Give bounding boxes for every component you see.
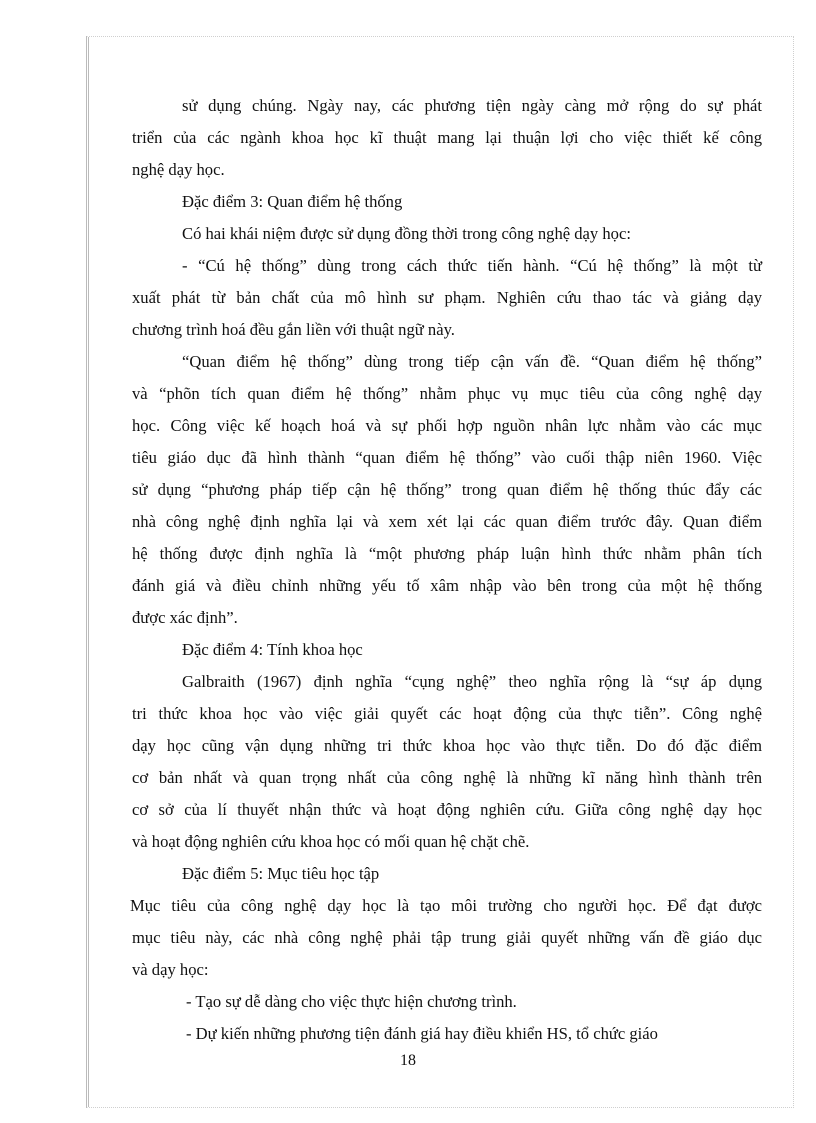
text-line: mục tiêu này, các nhà công nghệ phải tập trung giải quyết những vấn đề giáo dục (132, 928, 762, 947)
text-line: chương trình hoá đều gắn liền với thuật ngữ này. (132, 320, 455, 339)
text-line: Mục tiêu của công nghệ dạy học là tạo môi trường cho người học. Để đạt được (130, 896, 762, 915)
text-line: sử dụng chúng. Ngày nay, các phương tiện ngày càng mở rộng do sự phát (182, 96, 762, 115)
text-line: Galbraith (1967) định nghĩa “cụng nghệ” theo nghĩa rộng là “sự áp dụng (182, 672, 762, 691)
text-line: tiêu giáo dục đã hình thành “quan điểm hệ thống” vào cuối thập niên 1960. Việc (132, 448, 762, 467)
text-line: nhà công nghệ định nghĩa lại và xem xét lại các quan điểm trước đây. Quan điểm (132, 512, 762, 531)
text-line: tri thức khoa học vào việc giải quyết các hoạt động của thực tiễn”. Công nghệ (132, 704, 762, 723)
text-line: sử dụng “phương pháp tiếp cận hệ thống” trong quan điểm hệ thống thúc đẩy các (132, 480, 762, 499)
text-line: và hoạt động nghiên cứu khoa học có mối quan hệ chặt chẽ. (132, 832, 530, 851)
document-body (132, 90, 762, 1050)
page-number: 18 (400, 1052, 416, 1069)
text-line: cơ bản nhất và quan trọng nhất của công nghệ là những kĩ năng hình thành trên (132, 768, 762, 787)
list-item: - Tạo sự dễ dàng cho việc thực hiện chương trình. (186, 992, 517, 1011)
text-line: học. Công việc kế hoạch hoá và sự phối hợp nguồn nhân lực nhằm vào các mục (132, 416, 762, 435)
text-line: - “Cú hệ thống” dùng trong cách thức tiến hành. “Cú hệ thống” là một từ (182, 256, 762, 275)
text-line: triển của các ngành khoa học kĩ thuật mang lại thuận lợi cho việc thiết kế công (132, 128, 762, 147)
text-line: hệ thống được định nghĩa là “một phương pháp luận hình thức nhằm phân tích (132, 544, 762, 563)
text-line: xuất phát từ bản chất của mô hình sư phạm. Nghiên cứu thao tác và giảng dạy (132, 288, 762, 307)
text-line: và dạy học: (132, 960, 209, 979)
list-item: - Dự kiến những phương tiện đánh giá hay điều khiển HS, tổ chức giáo (186, 1024, 658, 1043)
section-heading: Đặc điểm 4: Tính khoa học (182, 640, 363, 659)
section-heading: Đặc điểm 3: Quan điểm hệ thống (182, 192, 403, 211)
text-line: Có hai khái niệm được sử dụng đồng thời trong công nghệ dạy học: (182, 224, 631, 243)
text-line: nghệ dạy học. (132, 160, 225, 179)
text-line: được xác định”. (132, 608, 238, 627)
section-heading: Đặc điểm 5: Mục tiêu học tập (182, 864, 380, 883)
text-line: “Quan điểm hệ thống” dùng trong tiếp cận vấn đề. “Quan điểm hệ thống” (182, 352, 762, 371)
text-line: và “phõn tích quan điểm hệ thống” nhằm phục vụ mục tiêu của công nghệ dạy (132, 384, 762, 403)
text-line: dạy học cũng vận dụng những tri thức khoa học vào thực tiễn. Do đó đặc điểm (132, 736, 762, 755)
text-line: cơ sở của lí thuyết nhận thức và hoạt động nghiên cứu. Giữa công nghệ dạy học (132, 800, 762, 819)
text-line: đánh giá và điều chỉnh những yếu tố xâm nhập vào bên trong của một hệ thống (132, 576, 762, 595)
